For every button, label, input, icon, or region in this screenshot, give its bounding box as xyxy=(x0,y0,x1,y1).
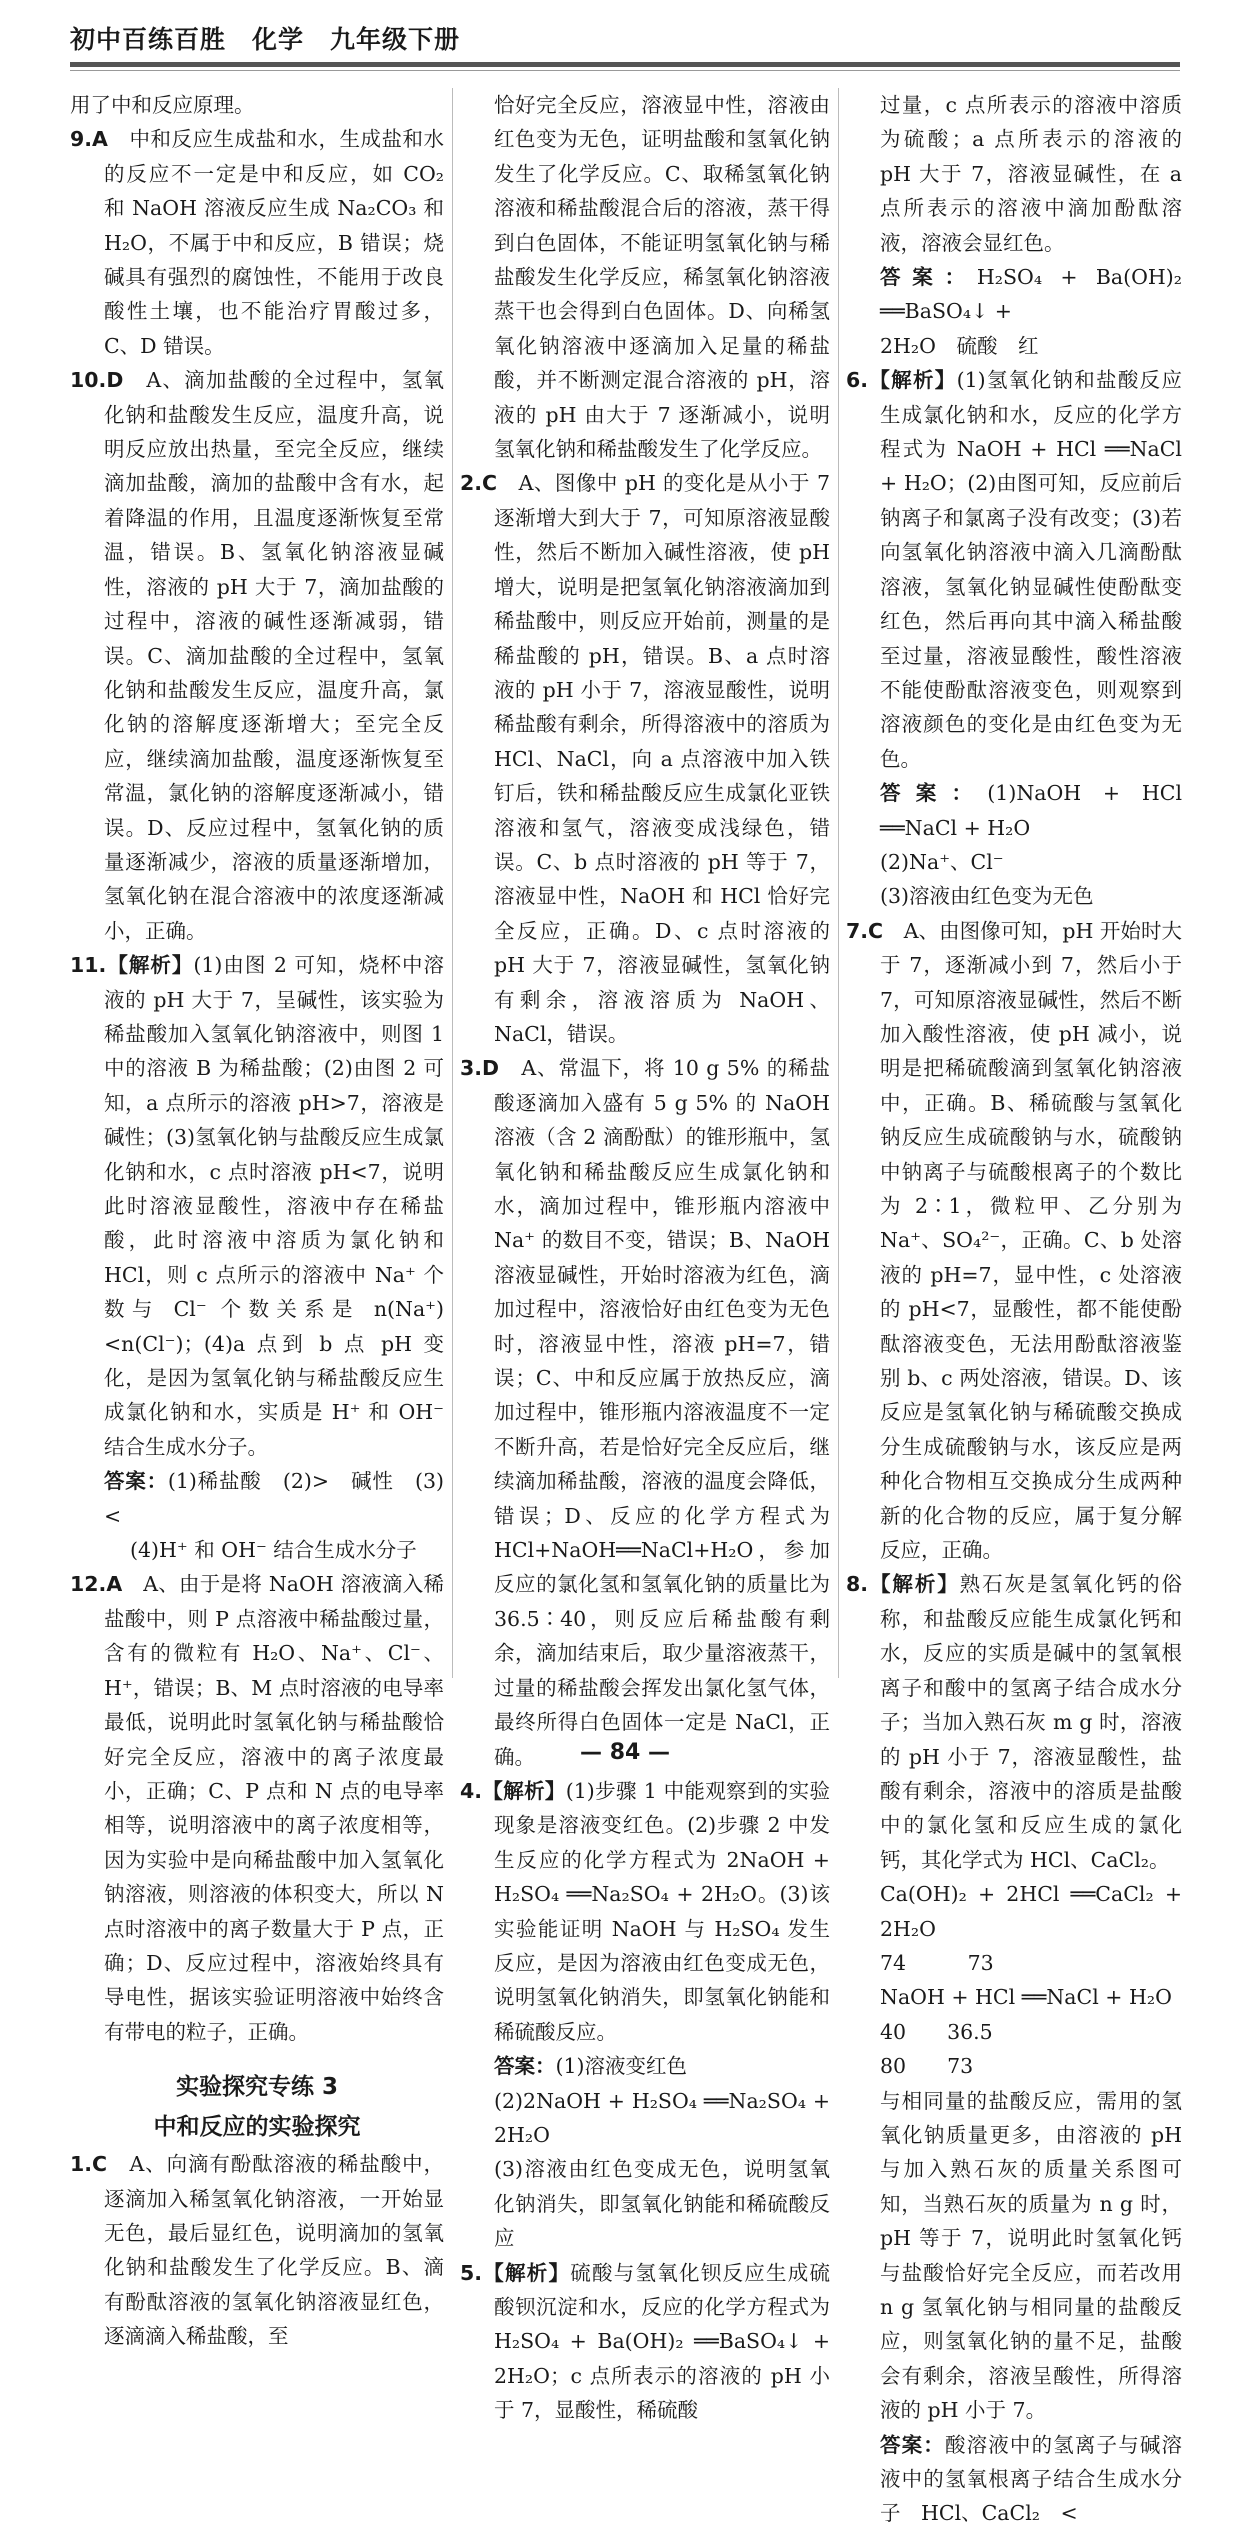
answer-item-10 xyxy=(70,363,444,948)
answer-text: H₂SO₄ + Ba(OH)₂ ══BaSO₄↓ + xyxy=(880,265,1183,324)
item-text: 熟石灰是氢氧化钙的俗称，和盐酸反应能生成氯化钙和水，反应的实质是碱中的氢氧根离子和酸中的氢离子结合成水分子；当加入熟石灰 m g 时，溶液的 pH 小于 7，溶液显酸性，盐酸有剩余，溶液中的溶质是盐酸中的氯化氢和反应生成的氯化钙，其化学式为 HCl、CaCl₂。 xyxy=(880,1572,1182,1872)
column-2 xyxy=(460,88,830,2428)
answer-item-e4 xyxy=(460,1774,830,2049)
item-number: 7.C xyxy=(846,918,884,943)
equation-line: Ca(OH)₂ + 2HCl ══CaCl₂ + 2H₂O xyxy=(880,1882,1182,1941)
column-divider xyxy=(452,88,453,1678)
item-text: 中和反应生成盐和水，生成盐和水的反应不一定是中和反应，如 CO₂ 和 NaOH 溶液反应生成 Na₂CO₃ 和 H₂O，不属于中和反应，B 错误；烧碱具有强烈的腐蚀性，不能用于改良酸性土壤，也不能治疗胃酸过多，C、D 错误。 xyxy=(104,127,445,358)
item-text: A、由于是将 NaOH 溶液滴入稀盐酸中，则 P 点溶液中稀盐酸过量，含有的微粒有 H₂O、Na⁺、Cl⁻、H⁺，错误；B、M 点时溶液的电导率最低，说明此时氢氧化钠与稀盐酸恰好完全反应，溶液中的离子浓度最小，正确；C、P 点和 N 点的电导率相等，说明溶液中的离子浓度相等，因为实验中是向稀盐酸中加入氢氧化钠溶液，则溶液的体积变大，所以 N 点时溶液中的离子数量大于 P 点，正确；D、反应过程中，溶液始终具有导电性，据该实验证明溶液中始终含有带电的粒子，正确。 xyxy=(104,1572,445,2044)
answer-line xyxy=(70,1464,444,1533)
column-3 xyxy=(846,88,1182,2531)
answer-item-e5 xyxy=(460,2256,830,2428)
item-number: 8.【解析】 xyxy=(846,1572,960,1597)
item-text: A、图像中 pH 的变化是从小于 7 逐渐增大到大于 7，可知原溶液显酸性，然后不断加入碱性溶液，使 pH 增大，说明是把氢氧化钠溶液滴加到稀盐酸中，则反应开始前，测量的是稀盐酸的 pH，错误。B、a 点时溶液的 pH 小于 7，溶液显酸性，说明稀盐酸有剩余，所得溶液中的溶质为 HCl、NaCl，向 a 点溶液中加入铁钉后，铁和稀盐酸反应生成氯化亚铁溶液和氢气，溶液变成浅绿色，错误。C、b 点时溶液的 pH 等于 7，溶液显中性，NaOH 和 HCl 恰好完全反应，正确。D、c 点时溶液的 pH 大于 7，溶液显碱性，氢氧化钠有剩余，溶液溶质为 NaOH、NaCl，错误。 xyxy=(494,471,830,1046)
answer-text: 酸溶液中的氢离子与碱溶液中的氢氧根离子结合生成水分子 HCl、CaCl₂ < xyxy=(880,2432,1183,2526)
answer-line xyxy=(846,776,1182,845)
answer-text: (1)溶液变红色 xyxy=(555,2054,688,2079)
equation-line: NaOH + HCl ══NaCl + H₂O xyxy=(880,1985,1172,2010)
section-subtitle: 中和反应的实验探究 xyxy=(153,2114,361,2141)
column-1 xyxy=(70,88,444,2354)
item-number: 10.D xyxy=(70,368,124,393)
item-number: 4.【解析】 xyxy=(460,1778,566,1803)
answer-line xyxy=(846,260,1182,329)
page-number: — 84 — xyxy=(580,1740,670,1765)
page-header xyxy=(70,14,1180,76)
answer-label: 答案： xyxy=(880,2432,945,2457)
answer-item-e6 xyxy=(846,363,1182,776)
item-text: A、常温下，将 10 g 5% 的稀盐酸逐滴加入盛有 5 g 5% 的 NaOH 溶液（含 2 滴酚酞）的锥形瓶中，氢氧化钠和稀盐酸反应生成氯化钠和水，滴加过程中，锥形瓶内溶液中 Na⁺ 的数目不变，错误；B、NaOH 溶液显碱性，开始时溶液为红色，滴加过程中，溶液恰好由红色变为无色时，溶液显中性，溶液 pH=7，错误；C、中和反应属于放热反应，滴加过程中，锥形瓶内溶液温度不一定不断升高，若是恰好完全反应后，继续滴加稀盐酸，溶液的温度会降低，错误；D、反应的化学方程式为 HCl+NaOH══NaCl+H₂O，参加反应的氯化氢和氢氧化钠的质量比为 36.5∶40，则反应后稀盐酸有剩余，滴加结束后，取少量溶液蒸干，过量的稀盐酸会挥发出氯化氢气体，最终所得白色固体一定是 NaCl，正确。 xyxy=(494,1056,830,1769)
answer-line: (2)Na⁺、Cl⁻ xyxy=(880,849,1004,874)
equation-values: 74 73 xyxy=(880,1950,994,1975)
answer-item-e3 xyxy=(460,1051,830,1774)
answer-item-e7 xyxy=(846,914,1182,1568)
book-title: 初中百练百胜 化学 九年级下册 xyxy=(70,25,461,54)
answer-line: (4)H⁺ 和 OH⁻ 结合生成水分子 xyxy=(130,1538,417,1563)
answer-item-e2 xyxy=(460,466,830,1051)
answer-label: 答案： xyxy=(494,2054,556,2079)
answer-label: 答案： xyxy=(880,781,988,806)
item-text: A、滴加盐酸的全过程中，氢氧化钠和盐酸发生反应，温度升高，说明反应放出热量，至完全反应，继续滴加盐酸，滴加的盐酸中含有水，起着降温的作用，且温度逐渐恢复至常温，错误。B、氢氧化钠溶液显碱性，溶液的 pH 大于 7，滴加盐酸的过程中，溶液的碱性逐渐减弱，错误。C、滴加盐酸的全过程中，氢氧化钠和盐酸发生反应，温度升高，氯化钠的溶解度逐渐增大；至完全反应，继续滴加盐酸，温度逐渐恢复至常温，氯化钠的溶解度逐渐减小，错误。D、反应过程中，氢氧化钠的质量逐渐减少，溶液的质量逐渐增加，氢氧化钠在混合溶液中的浓度逐渐减小，正确。 xyxy=(104,368,444,943)
answer-item-e1 xyxy=(70,2147,444,2353)
equation-values: 40 36.5 xyxy=(880,2019,993,2044)
item-text: A、向滴有酚酞溶液的稀盐酸中，逐滴加入稀氢氧化钠溶液，一开始显无色，最后显红色，说明滴加的氢氧化钠和盐酸发生了化学反应。B、滴有酚酞溶液的氢氧化钠溶液显红色，逐滴滴入稀盐酸，至 xyxy=(104,2152,444,2349)
answer-line: 2H₂O 硫酸 红 xyxy=(880,333,1039,358)
item-number: 1.C xyxy=(70,2152,108,2177)
answer-line xyxy=(846,2428,1182,2531)
item-number: 6.【解析】 xyxy=(846,368,957,393)
text-line: 用了中和反应原理。 xyxy=(70,93,255,117)
item-number: 11.【解析】 xyxy=(70,953,194,978)
answer-label: 答案： xyxy=(104,1469,168,1494)
answer-line: (3)溶液由红色变为无色 xyxy=(880,884,1094,909)
text-paragraph: 与相同量的盐酸反应，需用的氢氧化钠质量更多，由溶液的 pH 与加入熟石灰的质量关系图可知，当熟石灰的质量为 n g 时，pH 等于 7，说明此时氢氧化钙与盐酸恰好完全反应，而若改用 n g 氢氧化钠与相同量的盐酸反应，则氢氧化钠的量不足，盐酸会有剩余，溶液呈酸性，所得溶液的 pH 小于 7。 xyxy=(880,2088,1182,2423)
item-text: (1)步骤 1 中能观察到的实验现象是溶液变红色。(2)步骤 2 中发生反应的化学方程式为 2NaOH + H₂SO₄ ══Na₂SO₄ + 2H₂O。(3)该实验能证明 NaOH 与 H₂SO₄ 发生反应，是因为溶液由红色变成无色，说明氢氧化钠消失，即氢氧化钠能和稀硫酸反应。 xyxy=(494,1778,830,2044)
answer-item-11 xyxy=(70,948,444,1464)
column-divider xyxy=(838,88,839,1678)
item-text: 硫酸与氢氧化钡反应生成硫酸钡沉淀和水，反应的化学方程式为 H₂SO₄ + Ba(OH)₂ ══BaSO₄↓ + 2H₂O；c 点所表示的溶液的 pH 小于 7，显酸性，稀硫酸 xyxy=(494,2260,831,2423)
item-text: (1)由图 2 可知，烧杯中溶液的 pH 大于 7，呈碱性，该实验为稀盐酸加入氢氧化钠溶液中，则图 1 中的溶液 B 为稀盐酸；(2)由图 2 可知，a 点所示的溶液 pH>7，溶液是碱性；(3)氢氧化钠与盐酸反应生成氯化钠和水，c 点时溶液 pH<7，说明此时溶液显酸性，溶液中存在稀盐酸，此时溶液中溶质为氯化钠和 HCl，则 c 点所示的溶液中 Na⁺ 个数与 Cl⁻ 个数关系是 n(Na⁺)<n(Cl⁻)；(4)a 点到 b 点 pH 变化，是因为氢氧化钠与稀盐酸反应生成氯化钠和水，实质是 H⁺ 和 OH⁻ 结合生成水分子。 xyxy=(104,953,444,1459)
text-line: 过量，c 点所表示的溶液中溶质为硫酸；a 点所表示的溶液的 pH 大于 7，溶液显碱性，在 a 点所表示的溶液中滴加酚酞溶液，溶液会显红色。 xyxy=(880,93,1182,255)
answer-line: (2)2NaOH + H₂SO₄ ══Na₂SO₄ + 2H₂O xyxy=(494,2088,830,2147)
item-text: (1)氢氧化钠和盐酸反应生成氯化钠和水，反应的化学方程式为 NaOH + HCl ══NaCl + H₂O；(2)由图可知，反应前后钠离子和氯离子没有改变；(3)若向氢氧化钠溶液中滴入几滴酚酞溶液，氢氧化钠显碱性使酚酞变红色，然后再向其中滴入稀盐酸至过量，溶液显酸性，酸性溶液不能使酚酞溶液变色，则观察到溶液颜色的变化是由红色变为无色。 xyxy=(880,368,1182,771)
equation-values: 80 73 xyxy=(880,2054,974,2079)
answer-item-e8 xyxy=(846,1567,1182,1877)
answer-item-12 xyxy=(70,1567,444,2049)
answer-line: (3)溶液由红色变成无色，说明氢氧化钠消失，即氢氧化钠能和稀硫酸反应 xyxy=(494,2157,830,2251)
answer-line xyxy=(460,2049,830,2083)
item-number: 2.C xyxy=(460,471,498,496)
answer-item-9 xyxy=(70,122,444,363)
item-number: 12.A xyxy=(70,1572,123,1597)
item-text: A、由图像可知，pH 开始时大于 7，逐渐减小到 7，然后小于 7，可知原溶液显碱性，然后不断加入酸性溶液，使 pH 减小，说明是把稀硫酸滴到氢氧化钠溶液中，正确。B、稀硫酸与氢氧化钠反应生成硫酸钠与水，硫酸钠中钠离子与硫酸根离子的个数比为 2∶1，微粒甲、乙分别为 Na⁺、SO₄²⁻，正确。C、b 处溶液的 pH=7，显中性，c 处溶液的 pH<7，显酸性，都不能使酚酞溶液变色，无法用酚酞溶液鉴别 b、c 两处溶液，错误。D、该反应是氢氧化钠与稀硫酸交换成分生成硫酸钠与水，该反应是两种化合物相互交换成分生成两种新的化合物的反应，属于复分解反应，正确。 xyxy=(880,918,1183,1563)
answer-text: (1)稀盐酸 (2)> 碱性 (3)< xyxy=(104,1469,444,1528)
answer-label: 答案： xyxy=(880,265,977,290)
item-number: 3.D xyxy=(460,1056,500,1081)
section-heading xyxy=(70,2067,444,2147)
section-title: 实验探究专练 3 xyxy=(175,2074,338,2101)
header-rule-thin xyxy=(70,70,1180,71)
header-rule xyxy=(70,62,1180,67)
text-line: 恰好完全反应，溶液显中性，溶液由红色变为无色，证明盐酸和氢氧化钠发生了化学反应。C、取稀氢氧化钠溶液和稀盐酸混合后的溶液，蒸干得到白色固体，不能证明氢氧化钠与稀盐酸发生化学反应，稀氢氧化钠溶液蒸干也会得到白色固体。D、向稀氢氧化钠溶液中逐滴加入足量的稀盐酸，并不断测定混合溶液的 pH，溶液的 pH 由大于 7 逐渐减小，说明氢氧化钠和稀盐酸发生了化学反应。 xyxy=(494,93,830,462)
item-number: 9.A xyxy=(70,127,108,152)
item-number: 5.【解析】 xyxy=(460,2260,571,2285)
answer-text: (1)NaOH + HCl ══NaCl + H₂O xyxy=(880,781,1183,840)
